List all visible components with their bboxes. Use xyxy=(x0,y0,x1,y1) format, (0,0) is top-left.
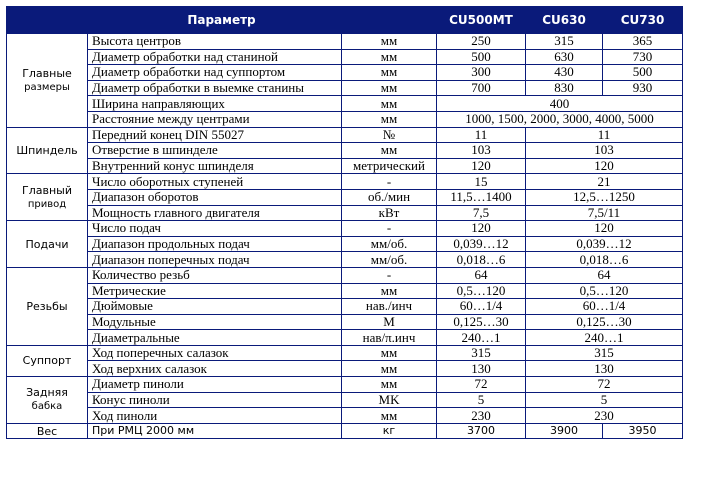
value-cu500mt: 700 xyxy=(437,80,526,96)
param-unit: мм/об. xyxy=(342,252,437,268)
table-row xyxy=(7,65,683,81)
value-cu630: 830 xyxy=(526,80,603,96)
value-cu500mt: 230 xyxy=(437,408,526,424)
value-cu500mt: 0,125…30 xyxy=(437,314,526,330)
group-label-line: Главный xyxy=(22,183,72,197)
header-parameter: Параметр xyxy=(7,7,437,34)
param-name: Диаметральные xyxy=(88,330,342,346)
param-unit: мм xyxy=(342,111,437,127)
value-cu500mt: 15 xyxy=(437,174,526,190)
value-cu630-cu730: 240…1 xyxy=(526,330,683,346)
param-unit: мм/об. xyxy=(342,236,437,252)
param-name: Ход пиноли xyxy=(88,408,342,424)
group-feeds: Подачи xyxy=(7,221,88,268)
param-unit: мм xyxy=(342,34,437,50)
table-row xyxy=(7,189,683,205)
param-name: Диаметр обработки над суппортом xyxy=(88,65,342,81)
param-unit: мм xyxy=(342,283,437,299)
table-row xyxy=(7,80,683,96)
value-cu630-cu730: 21 xyxy=(526,174,683,190)
value-cu500mt: 500 xyxy=(437,49,526,65)
param-name: Высота центров xyxy=(88,34,342,50)
value-all-models: 400 xyxy=(437,96,683,112)
group-weight: Вес xyxy=(7,423,88,439)
table-row xyxy=(7,330,683,346)
param-name: Диапазон поперечных подач xyxy=(88,252,342,268)
table-row xyxy=(7,252,683,268)
table-row xyxy=(7,377,683,393)
param-name: Количество резьб xyxy=(88,267,342,283)
value-cu730: 3950 xyxy=(603,423,683,439)
param-unit: мм xyxy=(342,143,437,159)
param-unit: мм xyxy=(342,96,437,112)
param-name: Отверстие в шпинделе xyxy=(88,143,342,159)
table-row xyxy=(7,143,683,159)
value-cu630-cu730: 64 xyxy=(526,267,683,283)
value-cu630-cu730: 12,5…1250 xyxy=(526,189,683,205)
group-support: Суппорт xyxy=(7,345,88,376)
param-name: При РМЦ 2000 мм xyxy=(88,423,342,439)
value-cu500mt: 0,018…6 xyxy=(437,252,526,268)
table-row xyxy=(7,236,683,252)
value-cu630-cu730: 130 xyxy=(526,361,683,377)
value-cu500mt: 130 xyxy=(437,361,526,377)
param-name: Внутренний конус шпинделя xyxy=(88,158,342,174)
value-cu500mt: 103 xyxy=(437,143,526,159)
value-cu630-cu730: 0,018…6 xyxy=(526,252,683,268)
group-label-line: привод xyxy=(27,198,67,210)
param-unit: мм xyxy=(342,80,437,96)
value-cu630-cu730: 230 xyxy=(526,408,683,424)
table-row xyxy=(7,127,683,143)
param-unit: M xyxy=(342,314,437,330)
value-cu630: 430 xyxy=(526,65,603,81)
param-name: Ширина направляющих xyxy=(88,96,342,112)
value-cu730: 365 xyxy=(603,34,683,50)
value-cu500mt: 72 xyxy=(437,377,526,393)
value-cu630-cu730: 0,125…30 xyxy=(526,314,683,330)
value-cu730: 730 xyxy=(603,49,683,65)
table-row xyxy=(7,283,683,299)
table-row xyxy=(7,423,683,439)
table-row xyxy=(7,96,683,112)
param-unit: № xyxy=(342,127,437,143)
value-all-models: 1000, 1500, 2000, 3000, 4000, 5000 xyxy=(437,111,683,127)
param-name: Диаметр обработки над станиной xyxy=(88,49,342,65)
param-unit: - xyxy=(342,221,437,237)
value-cu500mt: 300 xyxy=(437,65,526,81)
value-cu500mt: 0,5…120 xyxy=(437,283,526,299)
value-cu500mt: 11 xyxy=(437,127,526,143)
value-cu630: 3900 xyxy=(526,423,603,439)
param-unit: об./мин xyxy=(342,189,437,205)
table-row xyxy=(7,221,683,237)
param-name: Конус пиноли xyxy=(88,392,342,408)
table-row xyxy=(7,267,683,283)
spec-table xyxy=(6,6,683,439)
param-name: Передний конец DIN 55027 xyxy=(88,127,342,143)
value-cu500mt: 11,5…1400 xyxy=(437,189,526,205)
param-name: Диаметр обработки в выемке станины xyxy=(88,80,342,96)
group-label-line: Главные xyxy=(22,66,72,80)
value-cu630-cu730: 72 xyxy=(526,377,683,393)
table-row xyxy=(7,408,683,424)
value-cu630-cu730: 60…1/4 xyxy=(526,299,683,315)
group-label-line: бабка xyxy=(31,401,63,413)
value-cu630-cu730: 120 xyxy=(526,221,683,237)
param-unit: мм xyxy=(342,49,437,65)
param-unit: нав./инч xyxy=(342,299,437,315)
value-cu630-cu730: 0,5…120 xyxy=(526,283,683,299)
group-tailstock xyxy=(7,377,88,424)
value-cu500mt: 120 xyxy=(437,158,526,174)
value-cu500mt: 315 xyxy=(437,345,526,361)
header-row xyxy=(7,7,683,34)
header-model-cu630: CU630 xyxy=(526,7,603,34)
param-name: Метрические xyxy=(88,283,342,299)
table-row xyxy=(7,111,683,127)
table-row xyxy=(7,361,683,377)
value-cu630-cu730: 7,5/11 xyxy=(526,205,683,221)
param-name: Модульные xyxy=(88,314,342,330)
param-name: Дюймовые xyxy=(88,299,342,315)
table-row xyxy=(7,299,683,315)
group-label-line: Задняя xyxy=(26,386,68,400)
param-name: Диапазон оборотов xyxy=(88,189,342,205)
value-cu630: 630 xyxy=(526,49,603,65)
value-cu500mt: 3700 xyxy=(437,423,526,439)
table-row xyxy=(7,49,683,65)
value-cu730: 930 xyxy=(603,80,683,96)
value-cu500mt: 250 xyxy=(437,34,526,50)
value-cu500mt: 64 xyxy=(437,267,526,283)
group-main-sizes xyxy=(7,34,88,128)
value-cu630-cu730: 0,039…12 xyxy=(526,236,683,252)
value-cu630-cu730: 11 xyxy=(526,127,683,143)
param-name: Ход верхних салазок xyxy=(88,361,342,377)
value-cu630-cu730: 5 xyxy=(526,392,683,408)
header-model-cu500mt: CU500MT xyxy=(437,7,526,34)
param-unit: метрический xyxy=(342,158,437,174)
table-row xyxy=(7,392,683,408)
table-row xyxy=(7,158,683,174)
value-cu500mt: 240…1 xyxy=(437,330,526,346)
group-main-drive xyxy=(7,174,88,221)
value-cu500mt: 5 xyxy=(437,392,526,408)
param-unit: мм xyxy=(342,65,437,81)
value-cu630-cu730: 103 xyxy=(526,143,683,159)
value-cu630-cu730: 120 xyxy=(526,158,683,174)
param-unit: нав/π.инч xyxy=(342,330,437,346)
header-model-cu730: CU730 xyxy=(603,7,683,34)
group-label-line: размеры xyxy=(24,81,70,93)
table-row xyxy=(7,34,683,50)
table-row xyxy=(7,314,683,330)
value-cu630: 315 xyxy=(526,34,603,50)
group-spindle: Шпиндель xyxy=(7,127,88,174)
param-unit: кВт xyxy=(342,205,437,221)
param-name: Диапазон продольных подач xyxy=(88,236,342,252)
table-row xyxy=(7,345,683,361)
table-row xyxy=(7,205,683,221)
param-name: Ход поперечных салазок xyxy=(88,345,342,361)
param-unit: мм xyxy=(342,408,437,424)
value-cu500mt: 60…1/4 xyxy=(437,299,526,315)
param-unit: - xyxy=(342,174,437,190)
param-name: Мощность главного двигателя xyxy=(88,205,342,221)
table-row xyxy=(7,174,683,190)
param-unit: мм xyxy=(342,361,437,377)
value-cu500mt: 120 xyxy=(437,221,526,237)
param-unit: - xyxy=(342,267,437,283)
param-unit: кг xyxy=(342,423,437,439)
value-cu500mt: 7,5 xyxy=(437,205,526,221)
group-threads: Резьбы xyxy=(7,267,88,345)
param-name: Диаметр пиноли xyxy=(88,377,342,393)
param-name: Число подач xyxy=(88,221,342,237)
value-cu730: 500 xyxy=(603,65,683,81)
param-name: Число оборотных ступеней xyxy=(88,174,342,190)
param-unit: MK xyxy=(342,392,437,408)
value-cu630-cu730: 315 xyxy=(526,345,683,361)
param-unit: мм xyxy=(342,377,437,393)
param-name: Расстояние между центрами xyxy=(88,111,342,127)
param-unit: мм xyxy=(342,345,437,361)
value-cu500mt: 0,039…12 xyxy=(437,236,526,252)
